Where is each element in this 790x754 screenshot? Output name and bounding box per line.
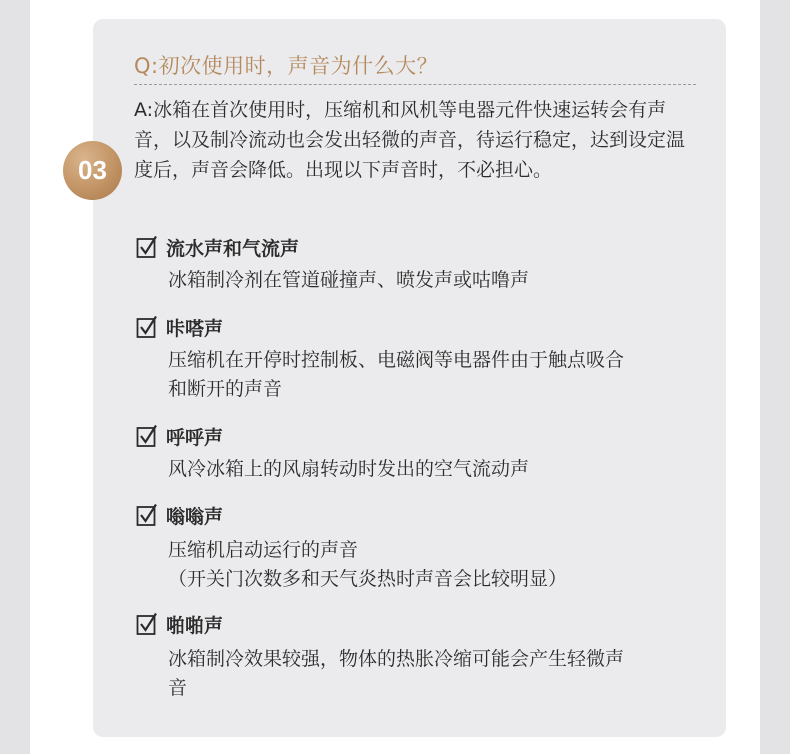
number-badge: 03 — [63, 141, 122, 200]
sound-item-description — [168, 266, 706, 295]
sound-item-title: 流水声和气流声 — [166, 237, 300, 260]
sound-item-description — [168, 346, 706, 404]
sound-item-description — [168, 536, 706, 594]
description-line: 风冷冰箱上的风扇转动时发出的空气流动声 — [168, 458, 530, 480]
sound-item-title: 啪啪声 — [166, 614, 224, 637]
sound-item — [136, 314, 706, 404]
right-margin — [760, 0, 790, 754]
description-line: 压缩机在开停时控制板、电磁阀等电器件由于触点吸合 — [168, 349, 625, 371]
sound-item-title: 咔嗒声 — [166, 317, 224, 340]
dashed-divider — [134, 84, 696, 85]
sound-item — [136, 502, 706, 594]
sound-item-title: 嗡嗡声 — [166, 505, 224, 528]
description-line: 和断开的声音 — [168, 378, 283, 400]
sound-item — [136, 611, 706, 703]
description-line: 音 — [168, 677, 188, 699]
checkbox-checked-icon — [136, 503, 158, 527]
sound-item-description — [168, 645, 706, 703]
description-line: 冰箱制冷效果较强，物体的热胀冷缩可能会产生轻微声 — [168, 648, 625, 670]
description-line: （开关门次数多和天气炎热时声音会比较明显） — [168, 568, 568, 590]
sound-item — [136, 234, 706, 295]
description-line: 冰箱制冷剂在管道碰撞声、喷发声或咕噜声 — [168, 269, 530, 291]
description-line: 压缩机启动运行的声音 — [168, 539, 359, 561]
faq-question: Q:初次使用时，声音为什么大？ — [134, 54, 439, 78]
left-margin — [0, 0, 30, 754]
faq-answer: A:冰箱在首次使用时，压缩机和风机等电器元件快速运转会有声音，以及制冷流动也会发出轻微的声音，待运行稳定，达到设定温度后，声音会降低。出现以下声音时，不必担心。 — [134, 99, 686, 181]
checkbox-checked-icon — [136, 424, 158, 448]
checkbox-checked-icon — [136, 315, 158, 339]
sound-item-title: 呼呼声 — [166, 426, 224, 449]
checkbox-checked-icon — [136, 235, 158, 259]
checkbox-checked-icon — [136, 612, 158, 636]
sound-item-description — [168, 455, 706, 484]
sound-item — [136, 423, 706, 484]
